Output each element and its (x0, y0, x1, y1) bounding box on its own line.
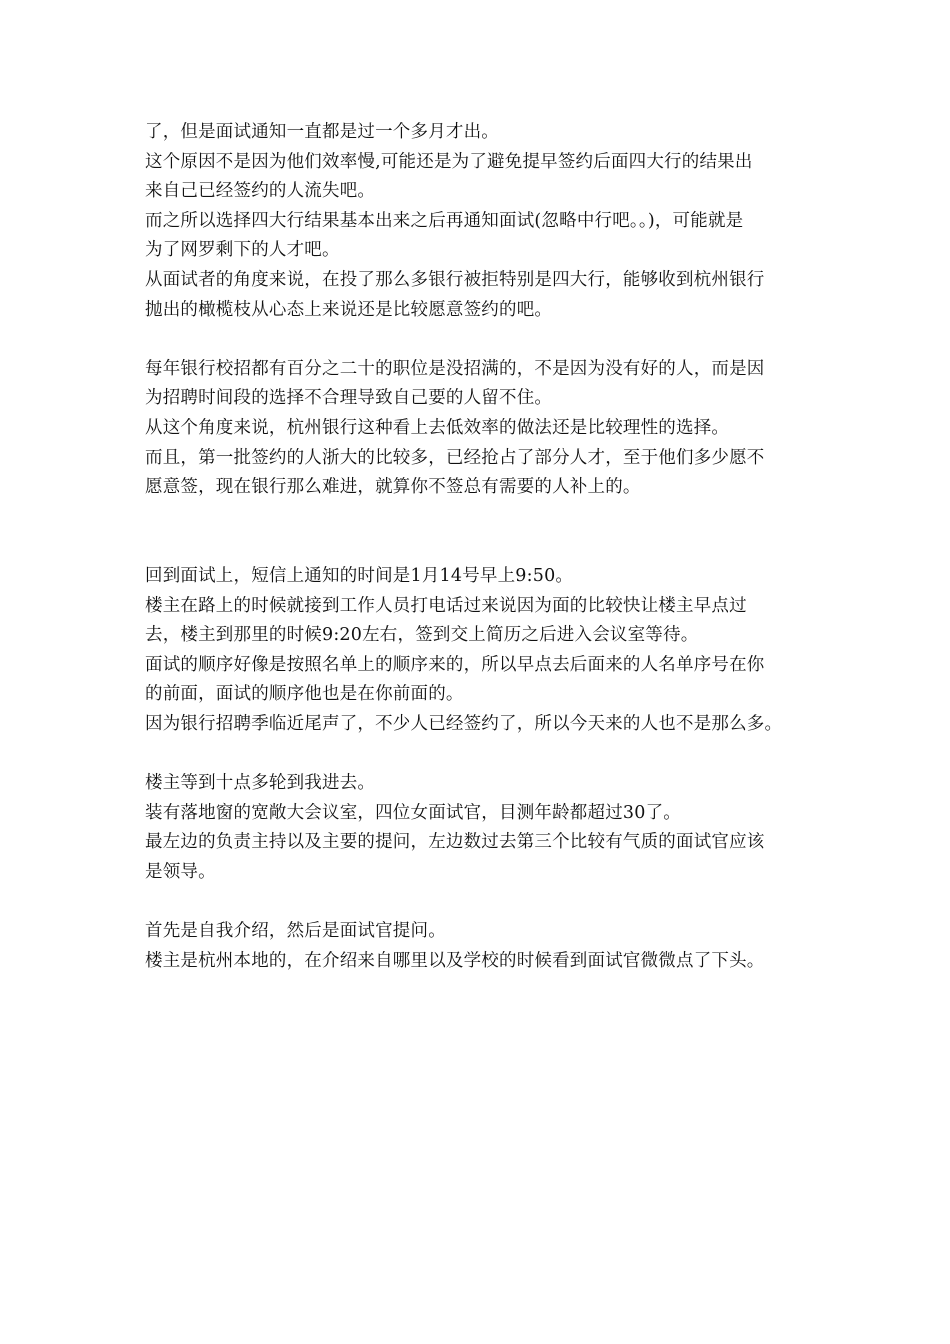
text-line: 这个原因不是因为他们效率慢,可能还是为了避免提早签约后面四大行的结果出 (145, 151, 753, 172)
text-line: 而且，第一批签约的人浙大的比较多，已经抢占了部分人才，至于他们多少愿不 (145, 447, 765, 468)
text-line: 从这个角度来说，杭州银行这种看上去低效率的做法还是比较理性的选择。 (145, 417, 730, 438)
text-line: 为招聘时间段的选择不合理导致自己要的人留不住。 (145, 388, 553, 409)
text-line: 面试的顺序好像是按照名单上的顺序来的，所以早点去后面来的人名单序号在你 (145, 654, 765, 675)
blank-line (145, 325, 825, 355)
text-line: 回到面试上，短信上通知的时间是1月14号早上9:50。 (145, 565, 574, 586)
text-line: 愿意签，现在银行那么难进，就算你不签总有需要的人补上的。 (145, 477, 641, 498)
text-line: 从面试者的角度来说，在投了那么多银行被拒特别是四大行，能够收到杭州银行 (145, 269, 765, 290)
blank-line (145, 887, 825, 917)
blank-line (145, 503, 825, 533)
blank-line (145, 532, 825, 562)
text-line: 的前面，面试的顺序他也是在你前面的。 (145, 684, 464, 705)
text-line: 抛出的橄榄枝从心态上来说还是比较愿意签约的吧。 (145, 299, 553, 320)
text-line: 去，楼主到那里的时候9:20左右，签到交上简历之后进入会议室等待。 (145, 625, 699, 646)
text-line: 来自己已经签约的人流失吧。 (145, 181, 376, 202)
text-line: 楼主在路上的时候就接到工作人员打电话过来说因为面的比较快让楼主早点过 (145, 595, 747, 616)
text-line: 为了网罗剩下的人才吧。 (145, 240, 340, 261)
text-line: 因为银行招聘季临近尾声了，不少人已经签约了，所以今天来的人也不是那么多。 (145, 713, 783, 734)
text-line: 每年银行校招都有百分之二十的职位是没招满的，不是因为没有好的人，而是因 (145, 358, 765, 379)
text-line: 楼主等到十点多轮到我进去。 (145, 773, 376, 794)
text-line: 了，但是面试通知一直都是过一个多月才出。 (145, 122, 499, 142)
text-line: 首先是自我介绍，然后是面试官提问。 (145, 921, 446, 942)
text-line: 最左边的负责主持以及主要的提问，左边数过去第三个比较有气质的面试官应该 (145, 832, 765, 853)
text-line: 装有落地窗的宽敞大会议室，四位女面试官，目测年龄都超过30了。 (145, 802, 681, 823)
text-line: 是领导。 (145, 861, 216, 882)
text-line: 楼主是杭州本地的，在介绍来自哪里以及学校的时候看到面试官微微点了下头。 (145, 950, 765, 971)
document-body (145, 118, 825, 976)
text-line: 而之所以选择四大行结果基本出来之后再通知面试(忽略中行吧。。)，可能就是 (145, 210, 744, 231)
blank-line (145, 739, 825, 769)
